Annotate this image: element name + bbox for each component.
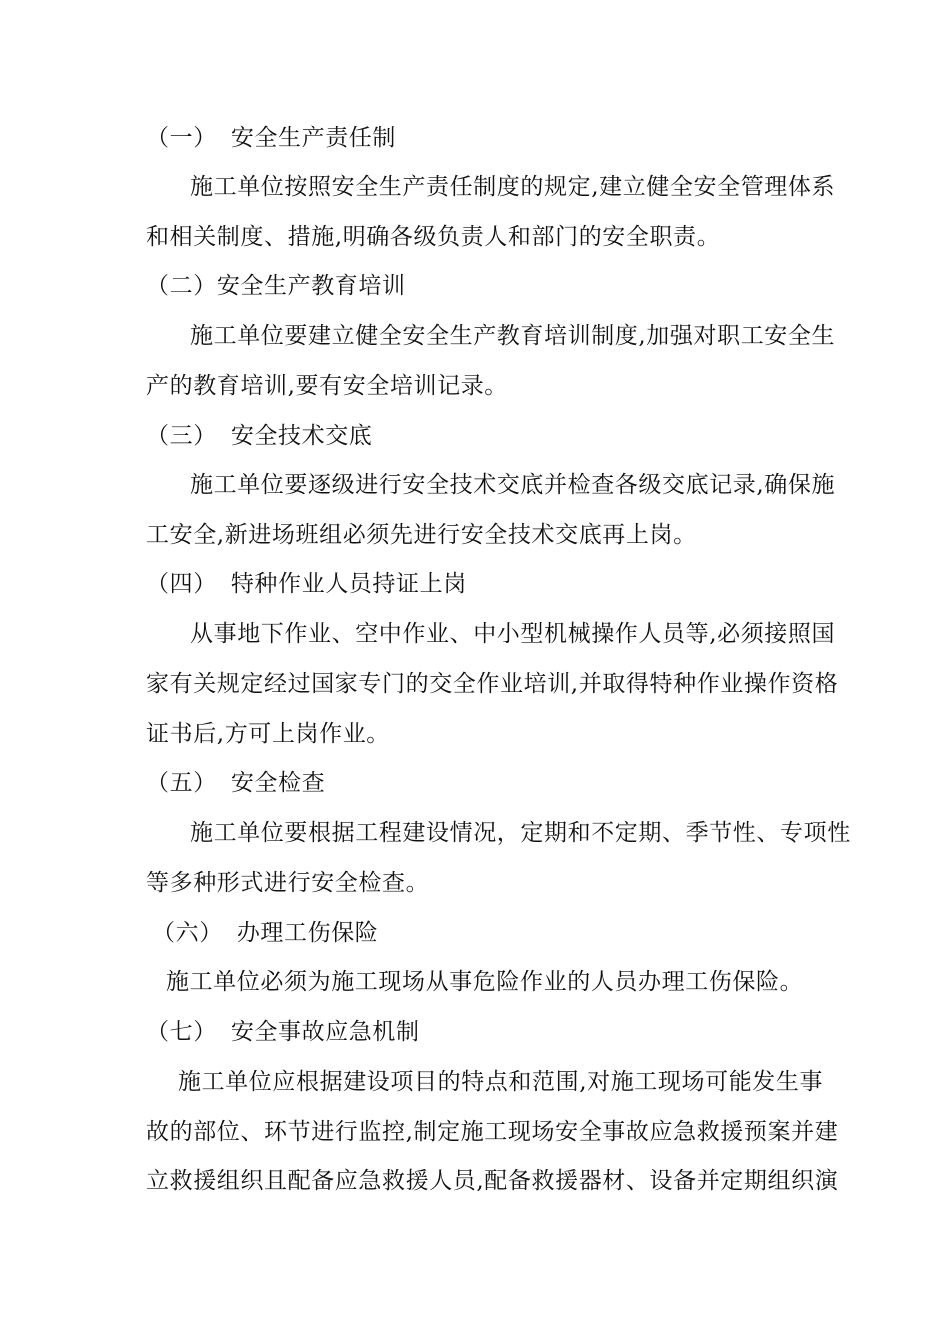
section-number-4: （四） <box>146 571 217 597</box>
paragraph-line: 施工单位要建立健全安全生产教育培训制度,加强对职工安全生 <box>190 323 836 349</box>
section-heading-4 <box>146 569 467 599</box>
section-number-7: （七） <box>146 1019 217 1045</box>
paragraph-line: 施工单位要根据工程建设情况，定期和不定期、季节性、专项性 <box>190 820 851 846</box>
section-number-5: （五） <box>146 770 217 796</box>
section-heading-3 <box>146 421 372 451</box>
section-title-4: 特种作业人员持证上岗 <box>230 571 467 597</box>
paragraph-line: 产的教育培训,要有安全培训记录。 <box>146 373 508 399</box>
section-heading-7 <box>146 1017 420 1047</box>
paragraph-line: 工安全,新进场班组必须先进行安全技术交底再上岗。 <box>146 522 697 548</box>
section-title-6: 办理工伤保险 <box>236 920 379 946</box>
section-number-3: （三） <box>146 423 217 449</box>
paragraph-line: 立救援组织且配备应急救援人员,配备救援器材、设备并定期组织演 <box>146 1168 839 1194</box>
paragraph-line: 从事地下作业、空中作业、中小型机械操作人员等,必须接照国 <box>190 621 836 647</box>
paragraph-line: 施工单位应根据建设项目的特点和范围,对施工现场可能发生事 <box>178 1069 824 1095</box>
section-title-3: 安全技术交底 <box>230 423 373 449</box>
section-number-1: （一） <box>146 125 217 151</box>
section-heading-5 <box>146 768 325 798</box>
paragraph-line: 施工单位要逐级进行安全技术交底并检查各级交底记录,确保施 <box>190 472 836 498</box>
section-heading-1 <box>146 123 396 153</box>
section-title-5: 安全检查 <box>230 770 326 796</box>
section-title-2: 安全生产教育培训 <box>216 273 406 299</box>
paragraph-line: 证书后,方可上岗作业。 <box>146 721 390 747</box>
section-title-7: 安全事故应急机制 <box>230 1019 420 1045</box>
section-number-6: （六） <box>152 920 223 946</box>
paragraph-line: 和相关制度、措施,明确各级负责人和部门的安全职责。 <box>146 224 721 250</box>
section-number-2: （二） <box>146 273 217 299</box>
paragraph-line: 施工单位必须为施工现场从事危险作业的人员办理工伤保险。 <box>166 969 804 995</box>
paragraph-line: 施工单位按照安全生产责任制度的规定,建立健全安全管理体系 <box>190 174 836 200</box>
section-heading-2 <box>146 271 406 301</box>
section-title-1: 安全生产责任制 <box>230 125 397 151</box>
section-heading-6 <box>152 918 378 948</box>
paragraph-line: 家有关规定经过国家专门的交全作业培训,并取得特种作业操作资格 <box>146 671 839 697</box>
paragraph-line: 故的部位、环节进行监控,制定施工现场安全事故应急救援预案并建 <box>146 1119 839 1145</box>
paragraph-line: 等多种形式进行安全检查。 <box>146 870 430 896</box>
